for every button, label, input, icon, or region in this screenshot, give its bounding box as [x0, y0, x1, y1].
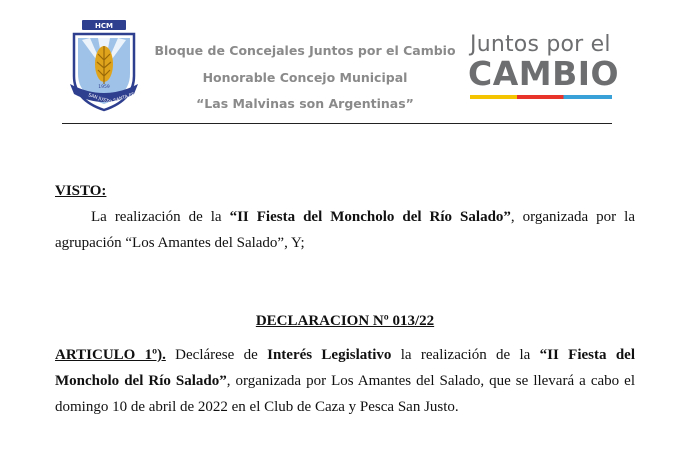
articulo-text-1: Declárese de	[165, 347, 268, 363]
letterhead	[0, 0, 690, 130]
visto-paragraph	[55, 204, 635, 256]
articulo-text-3: , organizada por Los Amantes del Salado, que se llevará a cabo el domingo 10 de abril de 2022 en el Club de Caza y Pesca San Justo.	[55, 373, 635, 415]
svg-text:1959: 1959	[98, 85, 110, 90]
brand-color-bar	[470, 95, 612, 99]
svg-text:SAN JUSTO: SAN JUSTO	[87, 93, 113, 106]
juntos-por-el-cambio-logo	[466, 32, 620, 98]
interes-legislativo: Interés Legislativo	[267, 347, 392, 363]
articulo-event-name: “II Fiesta del Moncholo del Río Salado”	[55, 347, 635, 389]
visto-text-2: , organizada por la agrupación “Los Amantes del Salado”, Y;	[55, 209, 635, 251]
municipal-crest-logo	[68, 18, 140, 114]
visto-event-name: “II Fiesta del Moncholo del Río Salado”	[229, 209, 511, 225]
bloque-name: Bloque de Concejales Juntos por el Cambio	[154, 43, 456, 58]
brand-bottom-text: CAMBIO	[468, 54, 620, 93]
declaracion-heading: DECLARACION Nº 013/22	[255, 313, 435, 329]
articulo-text-2: la realización de la	[391, 347, 540, 363]
visto-text-1: La realización de la	[91, 209, 230, 225]
visto-heading: VISTO:	[55, 183, 107, 199]
header-text-block	[150, 38, 460, 118]
articulo-label: ARTICULO 1º).	[55, 347, 166, 363]
brand-top-text: Juntos por el	[470, 32, 611, 57]
document-body	[55, 178, 635, 415]
svg-text:SANTA FE: SANTA FE	[113, 92, 136, 104]
header-divider	[62, 123, 612, 124]
concejo-name: Honorable Concejo Municipal	[202, 69, 408, 85]
malvinas-slogan: “Las Malvinas son Argentinas”	[196, 96, 414, 111]
articulo-paragraph	[55, 342, 635, 420]
svg-text:HCM: HCM	[95, 22, 113, 30]
